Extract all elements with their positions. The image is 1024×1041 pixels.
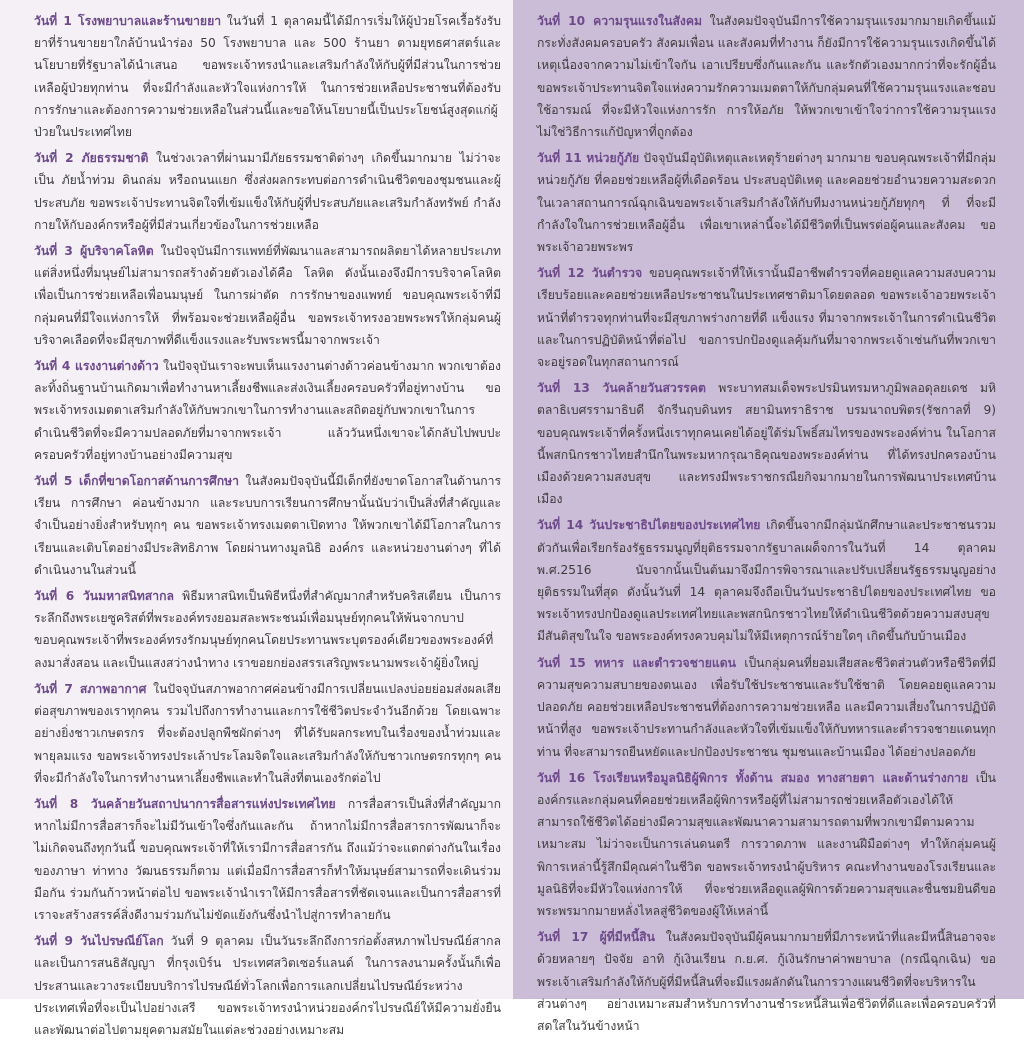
entry-body: วันที่ 9 ตุลาคม เป็นวันระลึกถึงการก่อตั้งสหภาพไปรษณีย์สากลและเป็นการสนธิสัญญา ที่กรุงเบิร์น ประเทศสวิตเซอร์แลนด์ ในการลงนามครั้งนั้นก็เพื่อประสานและวางระเบียบบริการไปรษณีย์ทั่วโลกเพื่อการแลกเปลี่ยนไปรษณีย์ระหว่างประเทศเพื่อที่จะเป็นไปอย่างเสรี ขอพระเจ้าทรงนำหน่วยองค์กรไปรษณีย์ให้มีความยั่งยืนและพัฒนาต่อไปตามยุคตามสมัยในแต่ละช่วงอย่างเหมาะสม [34,934,502,1037]
entry-body: ขอบคุณพระเจ้าที่ให้เรานั้นมีอาชีพตำรวจที่คอยดูแลความสงบความเรียบร้อยและคอยช่วยเหลือประชาชนในประเทศชาติมาโดยตลอด ขอพระเจ้าอวยพระเจ้าหน้าที่ตำรวจทุกท่านที่จะมีสุขภาพร่างกายที่ดี แข็งแรง ที่มาจากพระเจ้าในการดำเนินชีวิตและในการปฏิบัติหน้าที่ต่อไป ขอการปกป้องดูแลคุ้มกันที่มาจากพระเจ้าเช่นกันที่พวกเขาจะอยู่รอดในทุกสถานการณ์ [537,266,996,370]
entry-body: ในปัจจุบันสภาพอากาศค่อนข้างมีการเปลี่ยนแปลงบ่อยย่อมส่งผลเสียต่อสุขภาพของเราทุกคน รวมไปถึงการทำงานและการใช้ชีวิตประจำวันอีกด้วย โดยเฉพาะอย่างยิ่งชาวเกษตรกร ที่จะต้องปลูกพืชผักต่างๆ ที่ได้รับผลกระทบในเรื่องของน้ำท่วมและพายุลมแรง ขอพระเจ้าทรงประเล้าประโลมจิตใจและเสริมกำลังให้กับชาวเกษตรกรทุกๆ คน ที่จะมีกำลังใจในการทำงานหาเลี้ยงชีพและทำในสิ่งที่ตนเองรักต่อไป [34,681,502,785]
entry-body: การสื่อสารเป็นสิ่งที่สำคัญมาก หากไม่มีการสื่อสารก็จะไม่มีวันเข้าใจซึ่งกันและกัน ถ้าหากไม่มีการสื่อสารการพัฒนาก็จะไม่เกิดจนถึงทุกวันนี้ ขอบคุณพระเจ้าที่ให้เรามีการสื่อสารกัน ถึงแม้ว่าจะแตกต่างกันในเรื่องของภาษา ท่าทาง วัฒนธรรมก็ตาม แต่เมื่อมีการสื่อสารก็ทำให้มนุษย์สามารถที่จะเดินร่วมมือกัน ร่วมกันก้าวหน้าต่อไป ขอพระเจ้านำเราให้มีการสื่อสารที่ชัดเจนและเป็นการสื่อสารที่เราจะสร้างสรรค์สิ่งดีงามร่วมกันไม่ขัดแย้งกันซึ่งนำไปสู่การทำลายกัน [34,796,502,922]
entry-heading: วันที่ 14 วันประชาธิปไตยของประเทศไทย [537,518,761,533]
prayer-entry-day-8 [34,793,501,926]
prayer-entry-day-2 [34,147,501,236]
prayer-entry-day-5 [34,470,501,581]
entry-body: ในปัจจุบันมีการแพทย์ที่พัฒนาและสามารถผลิตยาได้หลายประเภท แต่สิ่งหนึ่งที่มนุษย์ไม่สามารถสร้างด้วยตัวเองได้คือ โลหิต ดังนั้นเองจึงมีการบริจาคโลหิตเพื่อเป็นการช่วยเหลือเพื่อนมนุษย์ ในการผ่าตัด การรักษาของแพทย์ ขอบคุณพระเจ้าที่มีกลุ่มคนที่มีใจแห่งการให้ ที่พร้อมจะช่วยเหลือผู้อื่น ขอพระเจ้าทรงอวยพระพรให้กลุ่มคนผู้บริจาคเลือดที่จะมีสุขภาพที่ดีแข็งแรงและรับพระพรนี้มาจากพระเจ้า [34,244,502,347]
prayer-entry-day-3 [34,240,501,351]
entry-heading: วันที่ 11 หน่วยกู้ภัย [537,151,640,166]
entry-heading: วันที่ 17 ผู้ที่มีหนี้สิน [537,930,655,945]
prayer-entry-day-17 [537,926,996,1037]
entry-heading: วันที่ 13 วันคล้ายวันสวรรคต [537,381,706,396]
entry-body: ในวันที่ 1 ตุลาคมนี้ได้มีการเริ่มให้ผู้ป่วยโรคเรื้อรังรับยาที่ร้านขายยาใกล้บ้านนำร่อง 50 โรงพยาบาล และ 500 ร้านยา ตามยุทธศาสตร์และนโยบายที่รัฐบาลได้นำเสนอ ขอพระเจ้าทรงนำและเสริมกำลังให้กับผู้ที่มีส่วนในการช่วยเหลือผู้ป่วยทุกท่าน ที่จะมีกำลังและหัวใจแห่งการให้ ในการช่วยเหลือประชาชนที่ต้องรับการรักษาและต้องการความช่วยเหลือในส่วนนี้และขอให้นโยบายนี้เป็นประโยชน์สูงสุดแก่ผู้ป่วยในประเทศไทย [34,14,502,140]
prayer-entry-day-11 [537,147,996,258]
prayer-entry-day-4 [34,355,501,466]
entry-heading: วันที่ 8 วันคล้ายวันสถาปนาการสื่อสารแห่งประเทศไทย [34,796,336,811]
entry-heading: วันที่ 4 แรงงานต่างด้าว [34,359,159,374]
entry-body: เป็นกลุ่มคนที่ยอมเสียสละชีวิตส่วนตัวหรือชีวิตที่มีความสุขความสบายของตนเอง เพื่อรับใช้ประชาชนและรับใช้ชาติ โดยคอยดูแลความปลอดภัย คอยช่วยเหลือประชาชนที่ต้องการความช่วยเหลือ และมีความเสี่ยงในการปฏิบัติหน้าที่สูง ขอพระเจ้าประทานกำลังและหัวใจที่เข้มแข็งให้กับทหารและตำรวจชายแดนทุกท่าน ที่จะสามารถยืนหยัดและปกป้องประชาชน ชุมชนและบ้านเมือง ได้อย่างปลอดภัย [537,655,997,759]
prayer-entry-day-9 [34,930,501,1041]
prayer-entry-day-1 [34,10,501,143]
entry-body: พระบาทสมเด็จพระปรมินทรมหาภูมิพลอดุลยเดช มหิตลาธิเบศรรามาธิบดี จักรีนฤบดินทร สยามินทราธิราช บรมนาถบพิตร(รัชกาลที่ 9) ขอบคุณพระเจ้าที่ครั้งหนึ่งเราทุกคนเคยได้อยู่ใต้ร่มโพธิ์สมไทรของพระองค์ท่าน ในโอกาสนี้พสกนิกรชาวไทยสำนึกในพระมหากรุณาธิคุณของพระองค์ท่าน ที่ได้ทรงปกครองบ้านเมืองด้วยความสงบสุข และทรงมีพระราชกรณียกิจมากมายในการพัฒนาประเทศบ้านเมือง [537,381,997,507]
entry-heading: วันที่ 10 ความรุนแรงในสังคม [537,14,703,28]
prayer-entry-day-15 [537,652,996,763]
entry-body: ในช่วงเวลาที่ผ่านมามีภัยธรรมชาติต่างๆ เกิดขึ้นมากมาย ไม่ว่าจะเป็น ภัยน้ำท่วม ดินถล่ม หรือถนนแยก ซึ่งส่งผลกระทบต่อการดำเนินชีวิตของชุมชนและผู้ประสบภัย ขอพระเจ้าประทานจิตใจที่เข้มแข็งให้กับผู้ที่ประสบภัยและเสริมกำลังทรัพย์ กำลังกายให้กับองค์กรหรือผู้ที่มีส่วนเกี่ยวข้องในการช่วยเหลือ [34,151,502,232]
right-column [513,0,1024,1033]
entry-heading: วันที่ 9 วันไปรษณีย์โลก [34,934,164,949]
entry-body: ในสังคมปัจจุบันนี้มีเด็กที่ยังขาดโอกาสในด้านการเรียน การศึกษา ค่อนข้างมาก และระบบการเรียนการศึกษานั้นนับว่าเป็นสิ่งที่สำคัญและจำเป็นอย่างยิ่งสำหรับทุกๆ คน ขอพระเจ้าทรงเมตตาเปิดทาง ให้พวกเขาได้มีโอกาสในการเรียนและเติบโตอย่างมีประสิทธิภาพ โดยผ่านทางมูลนิธิ องค์กร และหน่วยงานต่างๆ ที่ได้ดำเนินงานในส่วนนี้ [34,474,502,577]
entry-heading: วันที่ 1 โรงพยาบาลและร้านขายยา [34,14,222,28]
entry-heading: วันที่ 15 ทหาร และตำรวจชายแดน [537,655,737,670]
entry-body: ในปัจจุบันเราจะพบเห็นแรงงานต่างด้าวค่อนข้างมาก พวกเขาต้องละทิ้งถิ่นฐานบ้านเกิดมาเพื่อทำงานหาเลี้ยงชีพและส่งเงินเลี้ยงครอบครัวที่อยู่ทางบ้าน ขอพระเจ้าทรงเมตตาเสริมกำลังให้กับพวกเขาในการทำงานและสถิตอยู่กับพวกเขาในการดำเนินชีวิตที่จะมีความปลอดภัยที่มาจากพระเจ้า แล้ววันหนึ่งเขาจะได้กลับไปพบปะครอบครัวที่อยู่ทางบ้านอย่างมีความสุข [34,359,502,462]
entry-heading: วันที่ 12 วันตำรวจ [537,266,643,281]
entry-heading: วันที่ 6 วันมหาสนิทสากล [34,589,174,604]
entry-heading: วันที่ 2 ภัยธรรมชาติ [34,151,149,166]
entry-body: ในสังคมปัจจุบันมีการใช้ความรุนแรงมากมายเกิดขึ้นแม้กระทั่งสังคมครอบครัว สังคมเพื่อน และสังคมที่ทำงาน ก็ยังมีการใช้ความรุนแรงเกิดขึ้นได้ เหตุเนื่องจากความไม่เข้าใจกัน เอาเปรียบซึ่งกันและกัน และรักตัวเองมากกว่าที่จะรักผู้อื่น ขอพระเจ้าประทานจิตใจแห่งความรักความเมตตาให้กับกลุ่มคนที่ใช้ความรุนแรงและชอบใช้อารมณ์ ที่จะมีหัวใจแห่งการรัก การให้อภัย ให้พวกเขาเข้าใจว่าการใช้ความรุนแรงไม่ใช่วิธีการแก้ปัญหาที่ถูกต้อง [537,14,996,140]
entry-heading: วันที่ 5 เด็กที่ขาดโอกาสด้านการศึกษา [34,474,240,489]
entry-body: ในสังคมปัจจุบันมีผู้คนมากมายที่มีภาระหน้าที่และมีหนี้สินอาจจะด้วยหลายๆ ปัจจัย อาทิ กู้เงินเรียน ก.ย.ศ. กู้เงินรักษาค่าพยาบาล (กรณีฉุกเฉิน) ขอพระเจ้าเสริมกำลังให้กับผู้ที่มีหนี้สินที่จะมีแรงผลักดันในการวางแผนชีวิตที่จะบริหารในส่วนต่างๆ อย่างเหมาะสมสำหรับการทำงานชำระหนี้สินเพื่อชีวิตที่ดีและเพื่อครอบครัวที่สดใสในวันข้างหน้า [537,930,997,1033]
entry-heading: วันที่ 3 ผู้บริจาคโลหิต [34,244,154,259]
entry-body: เกิดขึ้นจากมีกลุ่มนักศึกษาและประชาชนรวมตัวกันเพื่อเรียกร้องรัฐธรรมนูญที่ยุติธรรมจากรัฐบาลเผด็จการในวันที่ 14 ตุลาคม พ.ศ.2516 นับจากนั้นเป็นต้นมาจึงมีการพิจารณาและปรับเปลี่ยนรัฐธรรมนูญอย่างยุติธรรมในที่สุด ดังนั้นวันที่ 14 ตุลาคมจึงถือเป็นวันประชาธิปไตยของประเทศไทย ขอพระเจ้าทรงปกป้องดูแลประเทศไทยและพสกนิกรชาวไทยให้ดำเนินชีวิตด้วยความสงบสุขมีสันติสุขในใจ ขอพระองค์ทรงควบคุมไม่ให้มีเหตุการณ์ร้ายใดๆ เกิดขึ้นกับบ้านเมือง [537,518,997,644]
prayer-entry-day-7 [34,678,501,789]
entry-heading: วันที่ 16 โรงเรียนหรือมูลนิธิผู้พิการ ทั้งด้าน สมอง ทางสายตา และด้านร่างกาย [537,770,969,785]
prayer-entry-day-12 [537,262,996,373]
entry-body: พิธีมหาสนิทเป็นพิธีหนึ่งที่สำคัญมากสำหรับคริสเตียน เป็นการระลึกถึงพระเยซูคริสต์ที่พระองค์ทรงยอมสละพระชนม์เพื่อมนุษย์ทุกคนให้พ้นจากบาป ขอบคุณพระเจ้าที่พระองค์ทรงรักมนุษย์ทุกคนโดยประทานพระบุตรองค์เดียวของพระองค์ที่ลงมาสั่งสอน และเป็นแสงสว่างนำทาง เราขอยกย่องสรรเสริญพระนามพระเจ้าผู้ยิ่งใหญ่ [34,589,501,670]
entry-body: เป็นองค์กรและกลุ่มคนที่คอยช่วยเหลือผู้พิการหรือผู้ที่ไม่สามารถช่วยเหลือตัวเองได้ให้สามารถใช้ชีวิตได้อย่างมีความสุขและพัฒนาความสามารถตามที่พวกเขามีตามความเหมาะสม ไม่ว่าจะเป็นการเล่นดนตรี การวาดภาพ และงานฝีมือต่างๆ ทำให้กลุ่มคนผู้พิการเหล่านี้รู้สึกมีคุณค่าในชีวิต ขอพระเจ้าทรงนำผู้บริหาร คณะทำงานของโรงเรียนและมูลนิธิที่จะมีหัวใจแห่งการให้ ที่จะช่วยเหลือดูแลผู้พิการด้วยความสุขและชื่นชมยินดีขอพระพรมากมายหลั่งไหลสู่ชีวิตของผู้ให้เหล่านี้ [537,770,996,918]
prayer-entry-day-10 [537,10,996,143]
prayer-entry-day-16 [537,767,996,922]
entry-body: ปัจจุบันมีอุบัติเหตุและเหตุร้ายต่างๆ มากมาย ขอบคุณพระเจ้าที่มีกลุ่มหน่วยกู้ภัย ที่คอยช่วยเหลือผู้ที่เดือดร้อน ประสบอุบัติเหตุ และคอยช่วยอำนวยความสะดวกในเวลาสถานการณ์ฉุกเฉินขอพระเจ้าเสริมกำลังให้กับทีมงานหน่วยกู้ภัยทุกๆ ที่ ที่จะมีกำลังใจในการช่วยเหลือผู้อื่น เพื่อเขาเหล่านี้จะได้มีชีวิตที่เป็นพรต่อผู้คนและสังคม ขอพระเจ้าอวยพระพร [537,151,996,255]
prayer-entry-day-13 [537,377,996,510]
left-column [0,0,513,1037]
prayer-entry-day-6 [34,585,501,674]
prayer-entry-day-14 [537,514,996,647]
entry-heading: วันที่ 7 สภาพอากาศ [34,681,147,696]
